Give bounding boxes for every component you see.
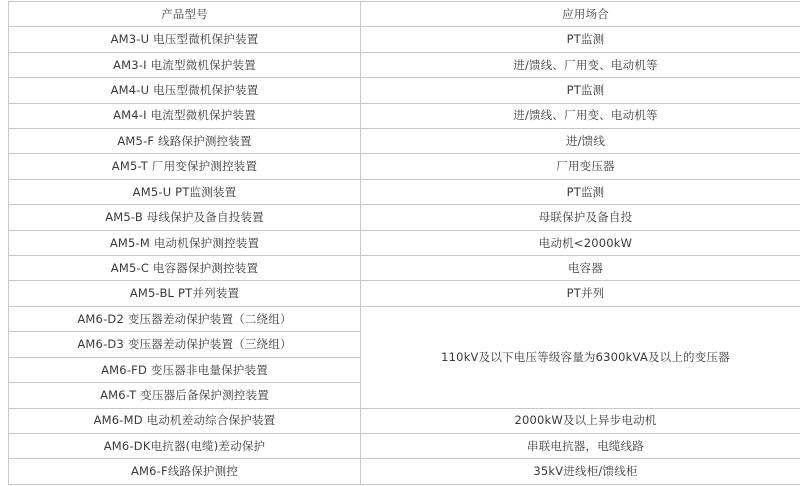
table-row	[9, 27, 800, 52]
cell-application: PT监测	[361, 179, 800, 204]
cell-application: 电容器	[361, 256, 800, 281]
cell-application-merged: 110kV及以下电压等级容量为6300kVA及以上的变压器	[361, 306, 800, 408]
cell-model: AM5-T 厂用变保护测控装置	[9, 154, 361, 179]
cell-application: 进/馈线、厂用变、电动机等	[361, 103, 800, 128]
cell-application: 电动机<2000kW	[361, 230, 800, 255]
cell-application: 进/馈线	[361, 129, 800, 154]
table-row	[9, 103, 800, 128]
cell-model: AM6-DK电抗器(电缆)差动保护	[9, 433, 361, 458]
cell-application: 2000kW及以上异步电动机	[361, 408, 800, 433]
cell-application: PT监测	[361, 27, 800, 52]
cell-model: AM5-U PT监测装置	[9, 179, 361, 204]
cell-application: 串联电抗器，电缆线路	[361, 433, 800, 458]
cell-model: AM3-I 电流型微机保护装置	[9, 52, 361, 77]
cell-model: AM5-BL PT并列装置	[9, 281, 361, 306]
column-header-application: 应用场合	[361, 2, 800, 27]
column-header-model: 产品型号	[9, 2, 361, 27]
cell-application: PT并列	[361, 281, 800, 306]
cell-application: 厂用变压器	[361, 154, 800, 179]
cell-model: AM6-D3 变压器差动保护装置（三绕组）	[9, 332, 361, 357]
table-row	[9, 205, 800, 230]
table-row	[9, 433, 800, 458]
table-row	[9, 459, 800, 485]
table-row	[9, 408, 800, 433]
table-header-row	[9, 2, 800, 27]
table-row	[9, 230, 800, 255]
table-row	[9, 306, 800, 331]
table-row	[9, 281, 800, 306]
table-body	[9, 2, 800, 485]
cell-model: AM3-U 电压型微机保护装置	[9, 27, 361, 52]
table-row	[9, 78, 800, 103]
cell-application: 35kV进线柜/馈线柜	[361, 459, 800, 485]
table-row	[9, 129, 800, 154]
table-row	[9, 154, 800, 179]
product-spec-table	[8, 1, 800, 485]
cell-model: AM6-T 变压器后备保护测控装置	[9, 383, 361, 408]
cell-application: PT监测	[361, 78, 800, 103]
cell-application: 母联保护及备自投	[361, 205, 800, 230]
cell-model: AM6-D2 变压器差动保护装置（二绕组）	[9, 306, 361, 331]
cell-model: AM5-M 电动机保护测控装置	[9, 230, 361, 255]
cell-model: AM6-MD 电动机差动综合保护装置	[9, 408, 361, 433]
cell-model: AM6-FD 变压器非电量保护装置	[9, 357, 361, 382]
table-row	[9, 179, 800, 204]
cell-model: AM5-F 线路保护测控装置	[9, 129, 361, 154]
cell-model: AM4-I 电流型微机保护装置	[9, 103, 361, 128]
cell-model: AM6-F线路保护测控	[9, 459, 361, 485]
cell-application: 进/馈线、厂用变、电动机等	[361, 52, 800, 77]
cell-model: AM5-B 母线保护及备自投装置	[9, 205, 361, 230]
cell-model: AM5-C 电容器保护测控装置	[9, 256, 361, 281]
cell-model: AM4-U 电压型微机保护装置	[9, 78, 361, 103]
table-row	[9, 52, 800, 77]
table-row	[9, 256, 800, 281]
